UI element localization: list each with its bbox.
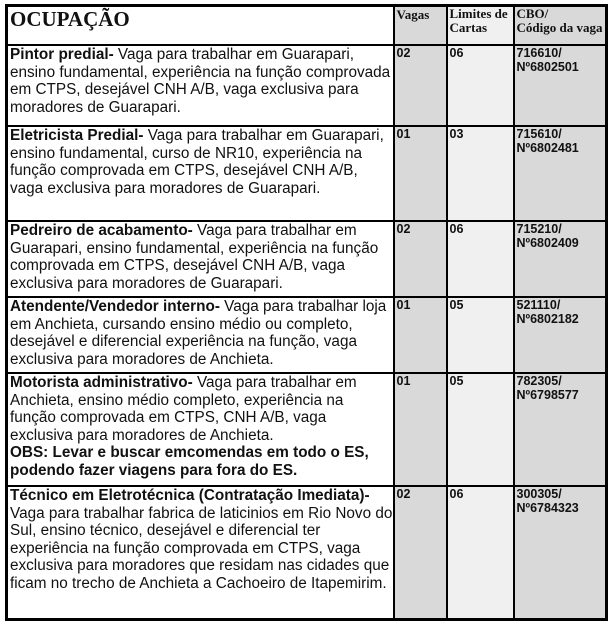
table-row (7, 486, 607, 619)
job-title: Pedreiro de acabamento- (10, 222, 193, 239)
header-limites-de-cartas (447, 6, 514, 46)
vacancy-code: Nº6798577 (516, 388, 579, 402)
job-description: Vaga para trabalhar em Guarapari, ensino fundamental, experiência na função comprovada em CTPS, desejável CNH A/B, vaga exclusiva para moradores de Guarapari. (10, 46, 391, 116)
cbo-code: 521110/ (516, 298, 561, 312)
job-description: Vaga para trabalhar em Guarapari, ensino fundamental, curso de NR10, experiência na função comprovada em CTPS, desejável CNH A/B, vaga exclusiva para moradores de Guarapari. (10, 127, 384, 197)
job-title: Pintor predial- (10, 46, 114, 63)
limites-cell: 03 (447, 126, 514, 221)
cbo-code: 715210/ (516, 222, 562, 236)
occupation-cell (7, 373, 394, 486)
limites-cell: 05 (447, 373, 514, 486)
vacancy-code: Nº6802409 (516, 236, 579, 250)
cbo-code: 782305/ (516, 374, 562, 388)
limites-cell: 06 (447, 221, 514, 297)
table-row (7, 297, 607, 373)
cbo-cell (514, 221, 607, 297)
vacancy-code: Nº6802501 (516, 60, 579, 74)
limites-cell: 06 (447, 45, 514, 126)
header-occupation: OCUPAÇÃO (7, 6, 394, 46)
occupation-cell (7, 297, 394, 373)
header-cbo-line1: CBO/ (516, 6, 549, 21)
occupation-cell (7, 45, 394, 126)
header-limites-line1: Limites de (449, 6, 508, 21)
job-description: Vaga para trabalhar fabrica de laticinios em Rio Novo do Sul, ensino técnico, desejável e diferencial ter experiência na função comprovada em CTPS, vaga exclusiva para moradores que residam nas cidades que ficam no trecho de Anchieta a Cachoeiro de Itapemirim. (10, 504, 393, 592)
vacancy-code: Nº6784323 (516, 501, 579, 515)
occupation-cell (7, 221, 394, 297)
cbo-cell (514, 45, 607, 126)
header-limites-line2: Cartas (449, 20, 488, 35)
table-row (7, 45, 607, 126)
job-description: Vaga para trabalhar em Anchieta, ensino médio completo, experiência na função comprovada em CTPS, CNH A/B, vaga exclusiva para moradores de Anchieta. (10, 374, 357, 444)
cbo-cell (514, 373, 607, 486)
table-row (7, 373, 607, 486)
table-row (7, 126, 607, 221)
vagas-cell: 01 (394, 297, 447, 373)
job-title: Técnico em Eletrotécnica (Contratação Imediata)- (10, 487, 370, 504)
vagas-cell: 01 (394, 373, 447, 486)
job-title: Motorista administrativo- (10, 374, 193, 391)
cbo-cell (514, 486, 607, 619)
header-cbo-line2: Código da vaga (516, 20, 603, 35)
job-vacancies-table (5, 4, 608, 621)
occupation-cell (7, 486, 394, 619)
vagas-cell: 02 (394, 45, 447, 126)
header-cbo-codigo (514, 6, 607, 46)
job-observation: OBS: Levar e buscar emcomendas em todo o ES, podendo fazer viagens para fora do ES. (10, 444, 369, 479)
job-description: Vaga para trabalhar loja em Anchieta, cursando ensino médio ou completo, desejável e diferencial experiência na função, vaga exclusiva para moradores de Anchieta. (10, 298, 387, 368)
cbo-cell (514, 297, 607, 373)
limites-cell: 06 (447, 486, 514, 619)
table-header-row (7, 6, 607, 46)
vacancy-code: Nº6802481 (516, 141, 579, 155)
vagas-cell: 02 (394, 221, 447, 297)
cbo-cell (514, 126, 607, 221)
job-title: Atendente/Vendedor interno- (10, 298, 220, 315)
job-title: Eletricista Predial- (10, 127, 144, 144)
cbo-code: 716610/ (516, 46, 562, 60)
vagas-cell: 01 (394, 126, 447, 221)
table-row (7, 221, 607, 297)
occupation-cell (7, 126, 394, 221)
header-vagas: Vagas (394, 6, 447, 46)
cbo-code: 300305/ (516, 487, 562, 501)
vagas-cell: 02 (394, 486, 447, 619)
job-description: Vaga para trabalhar em Guarapari, ensino fundamental, experiência na função comprovada em CTPS, desejável CNH A/B, vaga exclusiva para moradores de Guarapari. (10, 222, 379, 292)
limites-cell: 05 (447, 297, 514, 373)
cbo-code: 715610/ (516, 127, 562, 141)
vacancy-code: Nº6802182 (516, 312, 579, 326)
